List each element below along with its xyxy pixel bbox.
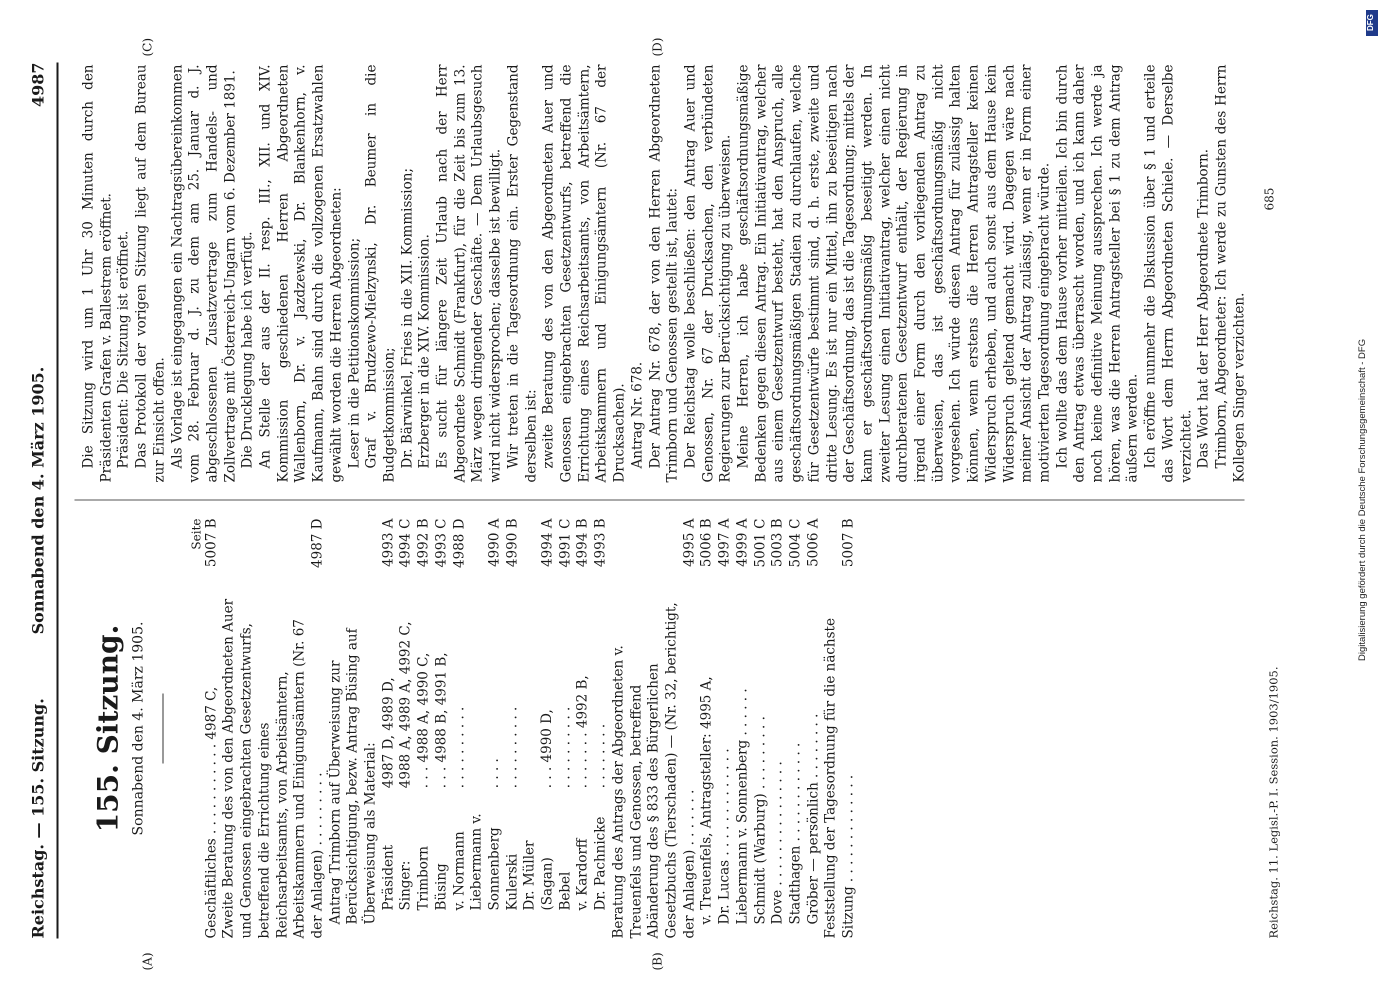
speaker-entry [415,518,433,938]
speaker-pages: . . . . . . . . [592,723,609,792]
proceedings-paragraph: Der Reichstag wolle beschließen: den Antrag Auer und Genossen, Nr. 67 der Drucksachen, den verbündeten Regierungen zur Berücksichtigung zu überweisen. [681,64,734,482]
proceedings-paragraph: Wir treten in die Tagesordnung ein. Erster Gegenstand derselben ist: [504,64,539,482]
speaker-name: Büsing [432,862,449,910]
speaker-entry [451,518,469,938]
toc-entry-text: Dr. Lucas . . . . . . . . . . . . . [716,747,733,924]
toc-entry-text: Stadthagen . . . . . . . . . . . . [786,742,803,924]
right-column [80,64,1248,482]
session-date: Sonnabend den 4. März 1905. [130,621,146,835]
speaker-last-page: 4993 A [379,518,396,567]
toc-entry [752,518,770,938]
speaker-pages: . . . 4990 D, [539,708,556,792]
proceedings-paragraph: Das Protokoll der vorigen Sitzung liegt auf dem Bureau zur Einsicht offen. [133,64,167,482]
proceedings-paragraph: Meine Herren, ich habe geschäftsordnungsmäßige Bedenken gegen diesen Antrag. Ein Initiativantrag, welcher aus einem Gesetzentwurf besteht, hat den Anspruch, alle geschäftsordnungsmäßigen Stadien zu durchlaufen, welche für Gesetzentwürfe bestimmt sind, d. h. erste, zweite und dritte Lesung. Es ist nur ein Mittel, ihn zu beseitigen nach der Geschäftsordnung, das ist die Tagesordnung; mittels der kann er geschäftsordnungsmäßig beseitigt werden. In zweiter Lesung einen Initiativantrag, welcher einen nicht durchberatenen Gesetzentwurf enthält, der Regierung in irgend einer Form durch den vorliegenden Antrag zu überweisen, das ist geschäftsordnungsmäßig nicht vorgesehen. Ich würde diesen Antrag für zulässig halten können, wenn erstens die Herren Antragsteller keinen Widerspruch erheben, und auch sonst aus dem Hause kein Widerspruch geltend gemacht wird. Dagegen wäre nach meiner Ansicht der Antrag zulässig, wenn er in Form einer motivierten Tagesordnung eingebracht würde. [735,64,1052,482]
toc-entry [203,518,221,938]
toc-entry-page: 5007 B [202,518,219,567]
toc-entry [734,518,752,938]
toc-entry-text: Geschäftliches . . . . . . . . . . . 4987 C, [202,686,219,938]
toc-entry-page: 5003 B [769,518,786,567]
speaker-name: Singer: [397,860,414,910]
speaker-last-page: 4992 B [415,518,432,567]
speaker-pages: . . . . . . . . . . [503,706,520,792]
toc-entry-page: 4987 D [308,518,325,568]
seite-label: Seite [188,518,203,550]
speaker-name: Präsident [379,844,396,910]
speaker-entry [433,518,451,938]
speaker-name: Dr. Müller (Sagan) [521,840,556,910]
toc-entry-page: 5006 A [804,518,821,567]
speaker-name: v. Normann [450,830,467,910]
toc-entry-page: 5007 B [840,518,857,567]
proceedings-paragraph: Graf v. Brudzewo-Mielzynski, Dr. Beumer in die Budgetkommission; [363,64,397,482]
speaker-last-page: 4994 B [574,518,591,567]
toc-entry [220,518,326,938]
speaker-name: Bebel [556,871,573,910]
proceedings-paragraph: Es sucht für längere Zeit Urlaub nach der Herr Abgeordnete Schmidt (Frankfurt), für die Zeit bis zum 13. März wegen dringender Geschäfte. — Dem Urlaubsgesuch wird nicht widersprochen; dasselbe ist bewilligt. [434,64,504,482]
toc-entry-page: 4995 A [680,518,697,567]
column-rule [74,499,1244,500]
header-left: Reichstag. — 155. Sitzung. [28,697,47,938]
toc-entry [805,518,823,938]
speaker-entry [504,518,522,938]
toc-before [203,518,380,938]
speaker-entry [380,518,398,938]
toc-entry [327,518,380,938]
toc-after [610,518,858,938]
toc-entry-page: 5004 C [786,518,803,567]
speaker-pages: 4987 D, 4989 D, [379,676,396,792]
speaker-name: Trimborn [415,845,432,910]
speaker-pages: . . . . . . . . . . [556,706,573,792]
header-rule [56,62,58,938]
speaker-name: v. Kardorff [574,837,591,910]
margin-mark-c: (C) [140,37,154,56]
toc-entry-page: 5006 B [698,518,715,567]
proceedings-paragraph: Die Drucklegung habe ich verfügt. [239,230,256,468]
speaker-pages: . . . . . . . 4992 B, [574,674,591,792]
speaker-last-page: 4990 A [485,518,502,567]
proceedings-paragraph: Die Sitzung wird um 1 Uhr 30 Minuten durch den Präsidenten Grafen v. Ballestrem eröffnet. [80,64,114,482]
speaker-entry [397,518,415,938]
speaker-last-page: 4994 A [539,518,556,567]
toc-entry-page: 4997 A [716,518,733,567]
toc-entry [769,518,787,938]
toc-entry [698,518,716,938]
digitization-note: Digitalisierung gefördert durch die Deutsche Forschungsgemeinschaft - DFG [1357,338,1368,662]
speaker-entry [557,518,575,938]
proceedings-paragraph: Antrag Nr. 678. [628,361,645,468]
proceedings-paragraph: Das Wort hat der Herr Abgeordnete Trimborn. [1195,148,1212,468]
session-title: 155. Sitzung. [91,624,124,832]
speaker-name: Kulerski [503,853,520,910]
toc-entry-text: Liebermann v. Sonnenberg . . . . . . [733,687,750,924]
toc-entry-text: Zweite Beratung des von den Abgeordneten Auer und Genossen eingebrachten Gesetzentwurfs, betreffend die Errichtung eines Reichsarbeitsamts, von Arbeitsämtern, Arbeitskammern und Einigungsämtern (Nr. 67 der Anlagen) . . . . . . . . . [220,598,325,938]
toc-entry-text: Gröber — persönlich . . . . . . . . [804,713,821,924]
running-header [28,62,54,938]
speaker-pages: . . . 4988 B, 4991 B, [432,651,449,792]
speaker-name: Liebermann v. Sonnenberg [468,812,502,910]
toc-entry [787,518,805,938]
speaker-pages: . . . . [485,757,502,792]
speaker-pages: 4988 A, 4989 A, 4992 C, [397,620,414,792]
speaker-last-page: 4994 C [397,518,414,567]
header-center: Sonnabend den 4. März 1905. [28,366,47,634]
toc-entry [610,518,699,938]
margin-mark-d: (D) [650,37,664,56]
speaker-last-page: 4990 B [503,518,520,567]
toc-entry-text: Antrag Trimborn auf Überweisung zur Berücksichtigung, bezw. Antrag Büsing auf Überweisung als Material: [326,627,379,924]
speaker-pages: . . . 4988 A, 4990 C, [415,652,432,792]
toc-entry-text: v. Treuenfels, Antragsteller: 4995 A, [698,675,715,924]
toc-entry-text: Schmidt (Warburg) . . . . . . . . . [751,715,768,924]
header-page-number: 4987 [28,62,47,107]
speaker-entry [468,518,503,938]
speaker-entry [592,518,610,938]
speaker-name: Dr. Pachnicke [592,816,609,910]
proceedings-paragraph: Der Antrag Nr. 678, der von den Herren Abgeordneten Trimborn und Genossen gestellt ist, lautet: [646,64,681,482]
speaker-entry [574,518,592,938]
toc-entry-text: Feststellung der Tagesordnung für die nächste Sitzung . . . . . . . . . . . . . [822,617,857,938]
proceedings-paragraph: Als Vorlage ist eingegangen ein Nachtragsübereinkommen vom 28. Februar d. J. zu dem am 25. Januar d. J. abgeschlossenen Zusatzvertrage zum Handels- und Zollvertrage mit Österreich-Ungarn vom 6. Dezember 1891. [168,64,238,482]
proceedings-paragraph: Trimborn, Abgeordneter: Ich werde zu Gunsten des Herrn Kollegen Singer verzichten. [1213,64,1247,482]
margin-mark-b: (B) [650,951,664,970]
proceedings-paragraph: Ich wollte das dem Hause vorher mitteilen. Ich bin durch den Antrag etwas überrascht worden, und ich kann daher noch keine definitive Meinung aussprechen. Ich werde ja hören, was die Herren Antragsteller bei § 1 zu dem Antrag äußern werden. [1053,64,1141,482]
toc-entry-page: 4999 A [733,518,750,567]
page-number: 685 [1262,187,1276,210]
margin-mark-a: (A) [140,951,154,970]
proceedings-paragraph: Leser in die Petitionskommission; [345,237,362,468]
toc-entry-page: 5001 C [751,518,768,567]
speaker-last-page: 4988 D [450,518,467,568]
toc-entry [822,518,857,938]
proceedings-paragraph: Dr. Bärwinkel, Fries in die XII. Kommission; [398,167,415,468]
toc-entry-text: Dove . . . . . . . . . . . . . . . [769,760,786,924]
proceedings-paragraph: zweite Beratung des von den Abgeordneten Auer und Genossen eingebrachten Gesetzentwurfs, betreffend die Errichtung eines Reichsarbeitsamts, von Arbeitsämtern, Arbeitskammern und Einigungsämtern (Nr. 67 der Drucksachen). [540,64,628,482]
speaker-pages: . . . . . . . . . . [450,706,467,792]
speaker-entry [521,518,556,938]
toc-entry-text: Beratung des Antrags der Abgeordneten v. Treuenfels und Genossen, betreffend Abänderung des § 833 des Bürgerlichen Gesetzbuchs (Tierschaden) — (Nr. 32, berichtigt, der Anlagen) . . . . . . . [609,601,697,938]
proceedings-paragraph: Präsident: Die Sitzung ist eröffnet. [115,230,132,468]
toc-entry [716,518,734,938]
speaker-last-page: 4993 B [592,518,609,567]
title-rule [162,693,163,763]
dfg-logo: DFG [1366,10,1378,36]
speaker-last-page: 4993 C [432,518,449,567]
proceedings-paragraph: Ich eröffne nunmehr die Diskussion über § 1 und erteile das Wort dem Herrn Abgeordneten Schiele. — Derselbe verzichtet. [1142,64,1194,482]
speaker-last-page: 4991 C [556,518,573,567]
proceedings-paragraph: Erzberger in die XIV. Kommission. [416,233,433,468]
speaker-list [380,518,610,938]
proceedings-paragraph: An Stelle der aus der II. resp. III., XII. und XIV. Kommission geschiedenen Herren Abgeordneten Wallenborn, Dr. v. Jazdzewski, Dr. Blankenhorn, v. Kaufmann, Bahn sind durch die vollzogenen Ersatzwahlen gewählt worden die Herren Abgeordneten: [257,64,344,482]
left-column [80,518,858,938]
footer-line: Reichstag. 11. Legisl.-P. I. Session. 1903/1905. [1266,665,1280,938]
